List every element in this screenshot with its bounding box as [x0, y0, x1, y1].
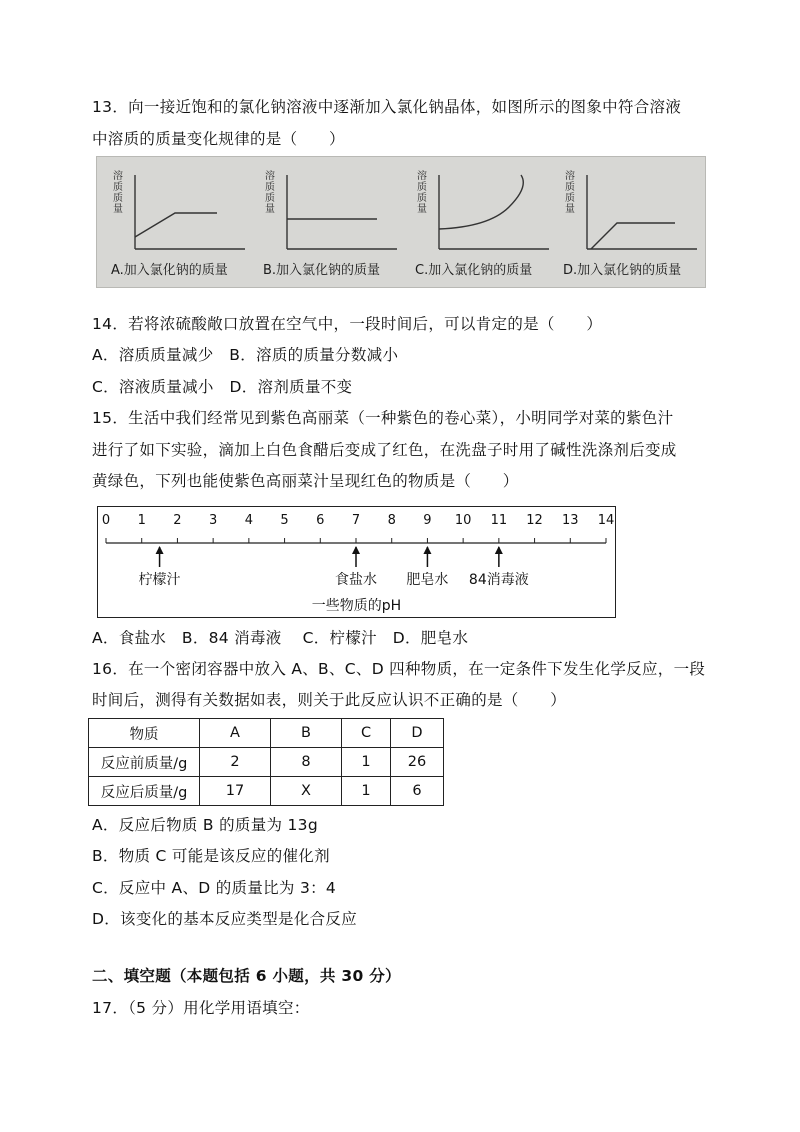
table-cell: 反应前质量/g [89, 748, 200, 777]
ph-marker-label: 食盐水 [335, 572, 377, 588]
ph-scale-figure [97, 506, 616, 618]
graph-d-ylabel: 溶质质量 [565, 171, 575, 215]
graph-a-caption: A.加入氯化钠的质量 [111, 263, 228, 278]
ph-marker-label: 柠檬汁 [138, 572, 181, 588]
q16-line2: 时间后，测得有关数据如表，则关于此反应认识不正确的是（ ） [92, 691, 567, 709]
ph-tick-label: 9 [423, 513, 432, 528]
table-cell: 反应后质量/g [89, 777, 200, 806]
q15-options: A．食盐水 B．84 消毒液 C．柠檬汁 D．肥皂水 [92, 629, 469, 647]
ph-marker-arrowhead [156, 546, 164, 554]
q16-option-c: C．反应中 A、D 的质量比为 3：4 [92, 879, 337, 897]
ph-tick-label: 4 [244, 513, 253, 528]
ph-tick-label: 13 [562, 513, 579, 528]
table-cell: B [271, 719, 342, 748]
q16-line1: 16．在一个密闭容器中放入 A、B、C、D 四种物质，在一定条件下发生化学反应，一段 [92, 660, 706, 678]
graph-b-caption: B.加入氯化钠的质量 [263, 263, 381, 278]
table-cell: 1 [342, 748, 391, 777]
table-cell: A [200, 719, 271, 748]
q16-option-d: D．该变化的基本反应类型是化合反应 [92, 910, 358, 928]
graph-b [257, 167, 403, 277]
table-row [89, 748, 444, 777]
ph-tick-label: 0 [101, 513, 111, 528]
q16-option-a: A．反应后物质 B 的质量为 13g [92, 816, 318, 834]
ph-caption: 一些物质的pH [311, 598, 402, 614]
q14-options-cd: C．溶液质量减小 D．溶剂质量不变 [92, 378, 353, 396]
q16-option-b: B．物质 C 可能是该反应的催化剂 [92, 847, 330, 865]
table-cell: 17 [200, 777, 271, 806]
ph-tick-label: 7 [351, 513, 361, 528]
ph-marker-label: 84消毒液 [468, 572, 529, 588]
table-cell: 1 [342, 777, 391, 806]
ph-marker-arrowhead [423, 546, 431, 554]
table-cell: X [271, 777, 342, 806]
q14-stem: 14．若将浓硫酸敞口放置在空气中，一段时间后，可以肯定的是（ ） [92, 315, 603, 333]
table-cell: 8 [271, 748, 342, 777]
q17-stem: 17．（5 分）用化学用语填空： [92, 999, 310, 1017]
ph-tick-label: 5 [280, 513, 289, 528]
graph-c-caption: C.加入氯化钠的质量 [415, 263, 533, 278]
ph-marker-arrowhead [352, 546, 360, 554]
table-row [89, 777, 444, 806]
graph-b-ylabel: 溶质质量 [265, 171, 275, 215]
ph-marker-arrowhead [495, 546, 503, 554]
graph-c-ylabel: 溶质质量 [417, 171, 427, 215]
table-cell: D [391, 719, 444, 748]
ph-tick-label: 8 [387, 513, 396, 528]
table-cell: 26 [391, 748, 444, 777]
section2-title: 二、填空题（本题包括 6 小题，共 30 分） [92, 967, 401, 985]
q13-line1: 13．向一接近饱和的氯化钠溶液中逐渐加入氯化钠晶体，如图所示的图象中符合溶液 [92, 98, 682, 116]
graph-d-caption: D.加入氯化钠的质量 [563, 263, 682, 278]
ph-tick-label: 14 [597, 513, 615, 528]
q13-line2: 中溶质的质量变化规律的是（ ） [92, 130, 345, 148]
table-cell: 物质 [89, 719, 200, 748]
table-header-row [89, 719, 444, 748]
q16-data-table [88, 718, 444, 806]
ph-tick-label: 12 [526, 513, 543, 528]
q15-line2: 进行了如下实验，滴加上白色食醋后变成了红色，在洗盘子时用了碱性洗涤剂后变成 [92, 441, 677, 459]
graph-c [409, 167, 555, 277]
q13-graph-strip [96, 156, 706, 288]
ph-tick-label: 3 [209, 513, 218, 528]
graph-a-ylabel: 溶质质量 [113, 171, 123, 215]
ph-tick-label: 10 [454, 513, 472, 528]
ph-marker-label: 肥皂水 [406, 572, 449, 588]
table-cell: 6 [391, 777, 444, 806]
table-cell: 2 [200, 748, 271, 777]
graph-d [557, 167, 703, 277]
ph-tick-label: 2 [173, 513, 182, 528]
ph-tick-label: 1 [137, 513, 146, 528]
q14-options-ab: A．溶质质量减少 B．溶质的质量分数减小 [92, 346, 399, 364]
table-cell: C [342, 719, 391, 748]
graph-a [105, 167, 251, 277]
ph-tick-label: 11 [490, 513, 508, 528]
ph-tick-label: 6 [316, 513, 325, 528]
q15-line1: 15．生活中我们经常见到紫色高丽菜（一种紫色的卷心菜），小明同学对菜的紫色汁 [92, 409, 674, 427]
q15-line3: 黄绿色，下列也能使紫色高丽菜汁呈现红色的物质是（ ） [92, 472, 519, 490]
